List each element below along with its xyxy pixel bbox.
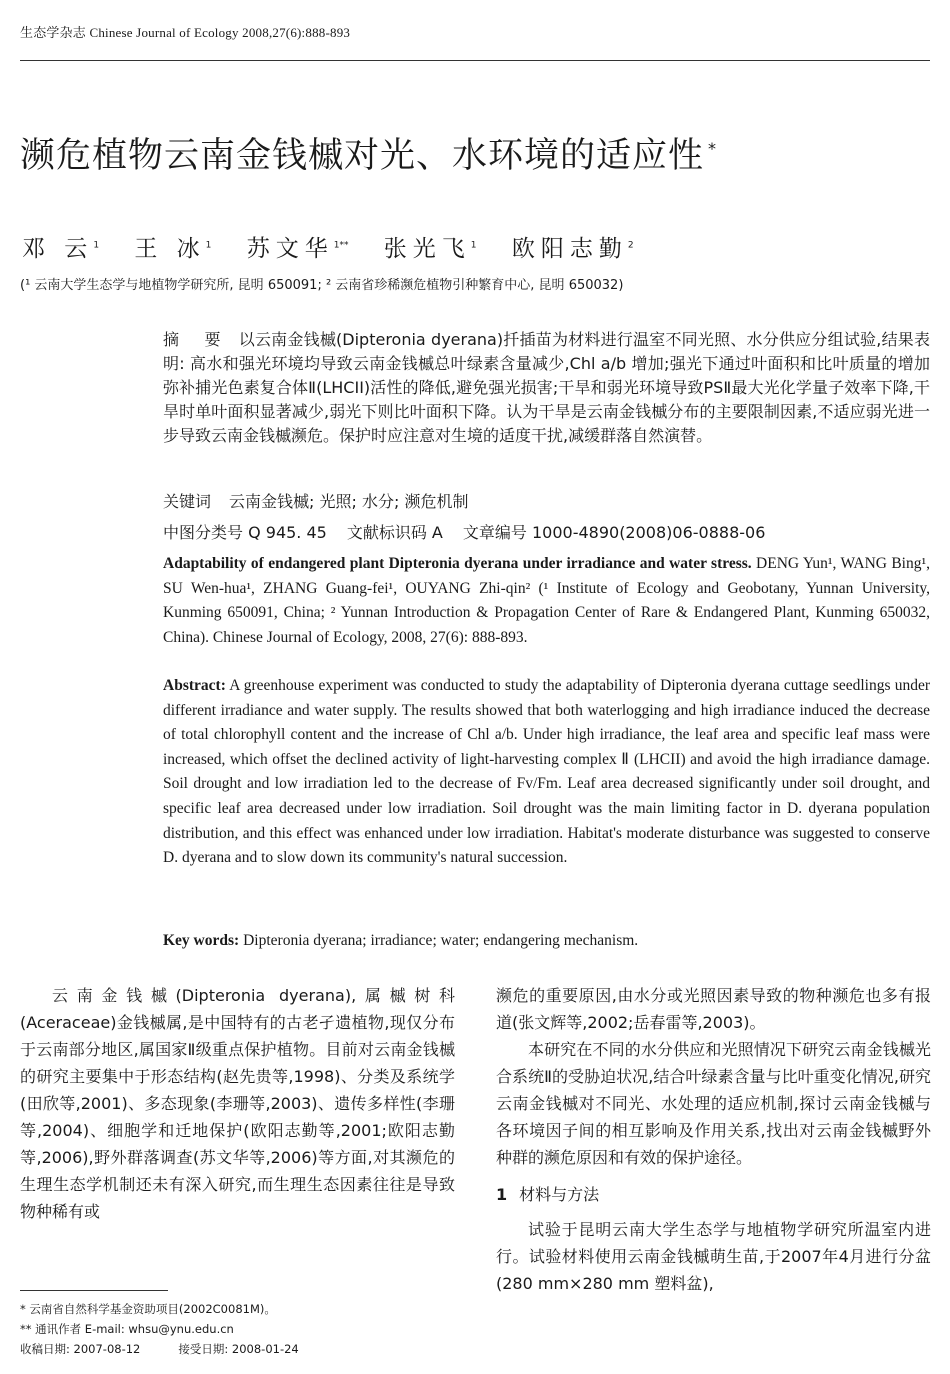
section-number: 1 bbox=[496, 1185, 508, 1204]
footnotes bbox=[20, 1299, 337, 1359]
english-title-block bbox=[163, 552, 930, 650]
abstract-chinese bbox=[163, 328, 930, 448]
body-paragraph: 本研究在不同的水分供应和光照情况下研究云南金钱槭光合系统Ⅱ的受胁迫状况,结合叶绿素含量与比叶重变化情况,研究云南金钱槭对不同光、水处理的适应机制,探讨云南金钱槭与各环境因子间的相互影响及作用关系,找出对云南金钱槭野外种群的濒危原因和有效的保护途径。 bbox=[496, 1040, 931, 1167]
dates-line bbox=[20, 1339, 337, 1359]
header-rule bbox=[20, 60, 930, 61]
section-heading bbox=[496, 1181, 931, 1208]
keywords-cn-text: 云南金钱槭; 光照; 水分; 濒危机制 bbox=[229, 492, 469, 511]
section-title: 材料与方法 bbox=[519, 1185, 600, 1204]
affiliations: (¹ 云南大学生态学与地植物学研究所, 昆明 650091; ² 云南省珍稀濒危植物引种繁育中心, 昆明 650032) bbox=[20, 278, 624, 293]
body-paragraph: 濒危的重要原因,由水分或光照因素导致的物种濒危也多有报道(张文辉等,2002;岳春雷等,2003)。 bbox=[496, 986, 931, 1032]
keywords-en-text: Dipteronia dyerana; irradiance; water; endangering mechanism. bbox=[243, 932, 639, 949]
clc-number: 中图分类号 Q 945. 45 bbox=[163, 523, 327, 542]
author-name: 张光飞$^1$ bbox=[383, 236, 477, 262]
author-name: 王 冰$^1$ bbox=[134, 236, 212, 262]
page-title bbox=[20, 128, 717, 178]
keywords-chinese bbox=[163, 489, 930, 512]
abstract-en-label: Abstract bbox=[163, 677, 221, 694]
received-date: 收稿日期: 2007-08-12 bbox=[20, 1342, 141, 1356]
body-paragraph: 云南金钱槭(Dipteronia dyerana),属槭树科(Aceraceae)金钱槭属,是中国特有的古老孑遗植物,现仅分布于云南部分地区,属国家Ⅱ级重点保护植物。目前对云南金钱槭的研究主要集中于形态结构(赵先贵等,1998)、分类及系统学(田欣等,2001)、多态现象(李珊等,2003)、遗传多样性(李珊等,2004)、细胞学和迁地保护(欧阳志勤等,2001;欧阳志勤等,2006),野外群落调查(苏文华等,2006)等方面,对其濒危的生理生态学机制还未有深入研究,而生理生态因素往往是导致物种稀有或 bbox=[20, 986, 455, 1221]
accepted-date: 接受日期: 2008-01-24 bbox=[178, 1342, 299, 1356]
footnote-rule bbox=[20, 1290, 168, 1291]
corresponding-author-note: ** 通讯作者 E-mail: whsu@ynu.edu.cn bbox=[20, 1322, 234, 1336]
title-footnote-mark: * bbox=[708, 139, 718, 159]
keywords-cn-label: 关键词 bbox=[163, 492, 212, 511]
author-name: 邓 云$^1$ bbox=[22, 236, 100, 262]
running-head: 生态学杂志 Chinese Journal of Ecology 2008,27(6):888-893 bbox=[20, 25, 351, 40]
body-paragraph: 试验于昆明云南大学生态学与地植物学研究所温室内进行。试验材料使用云南金钱槭萌生苗,于2007年4月进行分盆(280 mm×280 mm 塑料盆), bbox=[496, 1220, 931, 1293]
body-column-right bbox=[496, 982, 931, 1297]
abstract-en-text: A greenhouse experiment was conducted to study the adaptability of Dipteronia dyerana cuttage seedlings under different irradiance and water supply. The results showed that both waterlogging and high irradiance induced the decrease of total chlorophyll content and the increase of Chl a/b. Under high irradiance, the leaf area and specific leaf mass were increased, which offset the declined activity of light-harvesting complex Ⅱ (LHCII) and avoid the high irradiance damage. Soil drought and low irradiation led to the decrease of Fv/Fm. Leaf area decreased significantly under soil drought, and specific leaf area decreased under low irradiation. Soil drought was the main limiting factor in D. dyerana population distribution, and this effect was enhanced under low irradiation. Habitat's moderate disturbance was suggested to conserve D. dyerana and to slow down its community's natural succession. bbox=[163, 677, 930, 867]
abstract-english: Abstract: A greenhouse experiment was conducted to study the adaptability of Dipteronia dyerana cuttage seedlings under different irradiance and water supply. The results showed that both waterlogging and high irradiance induced the decrease of total chlorophyll content and the increase of Chl a/b. Under high irradiance, the leaf area and specific leaf mass were increased, which offset the declined activity of light-harvesting complex Ⅱ (LHCII) and avoid the high irradiance damage. Soil drought and low irradiation led to the decrease of Fv/Fm. Leaf area decreased significantly under soil drought, and specific leaf area decreased under low irradiation. Soil drought was the main limiting factor in D. dyerana population distribution, and this effect was enhanced under low irradiation. Habitat's moderate disturbance was suggested to conserve D. dyerana and to slow down its community's natural succession. bbox=[163, 677, 930, 867]
funding-note: * 云南省自然科学基金资助项目(2002C0081M)。 bbox=[20, 1302, 276, 1316]
article-number: 文章编号 1000-4890(2008)06-0888-06 bbox=[462, 523, 766, 542]
body-column-left bbox=[20, 982, 455, 1225]
author-name: 欧阳志勤$^2$ bbox=[511, 236, 634, 262]
abstract-cn-text: 以云南金钱槭(Dipteronia dyerana)扦插苗为材料进行温室不同光照、水分供应分组试验,结果表明: 高水和强光环境均导致云南金钱槭总叶绿素含量减少,Chl a/b 增加;强光下通过叶面积和比叶质量的增加弥补捕光色素复合体Ⅱ(LHCII)活性的降低,避免强光损害;干旱和弱光环境导致PSⅡ最大光化学量子效率下降,干旱时单叶面积显著减少,弱光下则比叶面积下降。认为干旱是云南金钱槭分布的主要限制因素,不适应弱光进一步导致云南金钱槭濒危。保护时应注意对生境的适度干扰,减缓群落自然演替。 bbox=[163, 330, 931, 445]
english-citation: DENG Yun¹, WANG Bing¹, SU Wen-hua¹, ZHANG Guang-fei¹, OUYANG Zhi-qin² (¹ Institute of Ecology and Geobotany, Yunnan University, Kunming 650091, China; ² Yunnan Introduction & Propagation Center of Rare & Endangered Plant, Kunming 650032, China). Chinese Journal of Ecology, 2008, 27(6): 888-893. bbox=[163, 555, 931, 646]
abstract-cn-label: 摘 要 bbox=[163, 330, 231, 349]
document-code: 文献标识码 A bbox=[346, 523, 443, 542]
title-text: 濒危植物云南金钱槭对光、水环境的适应性 bbox=[20, 136, 705, 176]
author-list bbox=[22, 230, 662, 263]
author-name: 苏文华$^{1**}$ bbox=[246, 236, 349, 262]
keywords-en-label: Key words bbox=[163, 932, 235, 949]
english-title: Adaptability of endangered plant Dipteronia dyerana under irradiance and water stress. bbox=[163, 555, 752, 572]
classification-line bbox=[163, 520, 930, 543]
keywords-english: Key words: Dipteronia dyerana; irradiance; water; endangering mechanism. bbox=[163, 932, 639, 949]
